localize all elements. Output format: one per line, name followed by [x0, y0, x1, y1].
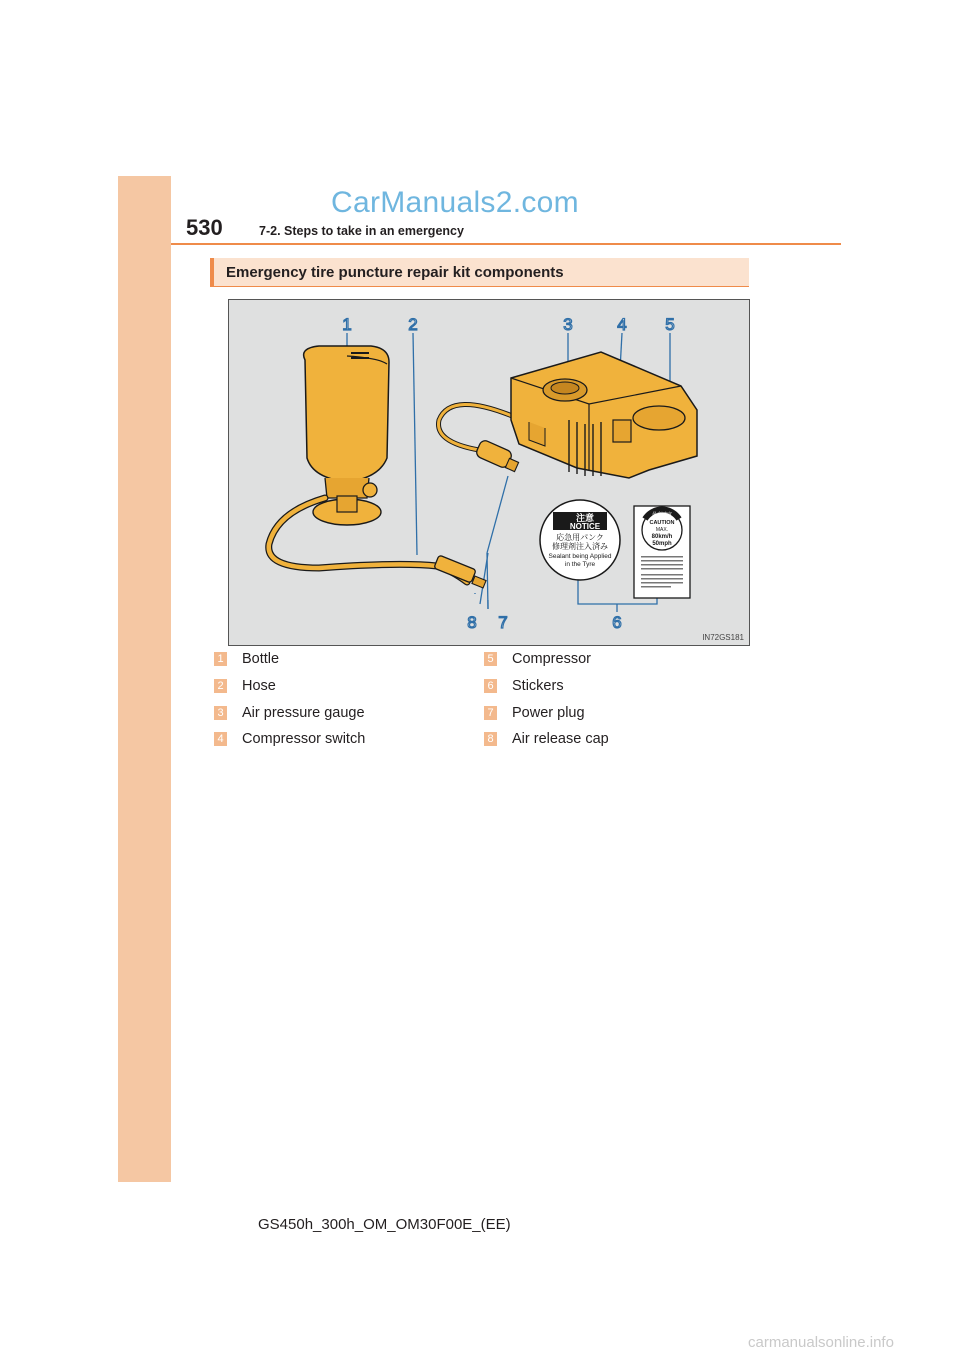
notice-sticker-en-line2: in the Tyre — [564, 561, 596, 568]
legend-label-air-release-cap: Air release cap — [512, 731, 609, 747]
bottom-watermark: carmanualsonline.info — [748, 1334, 894, 1351]
notice-sticker-en-line1: Sealant being Applied — [548, 553, 612, 560]
figure-code: IN72GS181 — [702, 633, 744, 642]
legend-label-compressor: Compressor — [512, 651, 591, 667]
legend-label-bottle: Bottle — [242, 651, 280, 667]
callout-4: 4 — [617, 315, 627, 334]
callout-6: 6 — [612, 613, 622, 632]
legend-badge-8: 8 — [484, 732, 497, 746]
callout-5: 5 — [665, 315, 675, 334]
header-rule — [171, 243, 841, 245]
leader-line-2 — [413, 333, 417, 555]
notice-sticker — [540, 500, 620, 580]
notice-sticker-jp-title: 注意 — [575, 513, 595, 523]
legend-badge-1: 1 — [214, 652, 227, 666]
caution-sticker-jp-title: 最高速度 — [651, 512, 673, 518]
legend-label-power-plug: Power plug — [512, 705, 585, 721]
caution-sticker — [634, 506, 690, 598]
callout-8: 8 — [467, 613, 477, 632]
legend-label-air-pressure-gauge: Air pressure gauge — [242, 705, 365, 721]
callout-3: 3 — [563, 315, 573, 334]
legend-label-hose: Hose — [242, 678, 276, 694]
caution-sticker-max: MAX. — [655, 527, 669, 533]
legend-badge-2: 2 — [214, 679, 227, 693]
legend-badge-6: 6 — [484, 679, 497, 693]
notice-sticker-title: NOTICE — [569, 522, 601, 531]
legend-label-compressor-switch: Compressor switch — [242, 731, 366, 747]
notice-sticker-jp-line1: 応急用パンク — [556, 533, 604, 542]
legend-badge-5: 5 — [484, 652, 497, 666]
side-color-strip — [118, 176, 171, 1182]
subsection-heading-bar — [210, 258, 749, 287]
legend-label-stickers: Stickers — [512, 678, 564, 694]
legend-badge-3: 3 — [214, 706, 227, 720]
callout-7: 7 — [498, 613, 508, 632]
callout-1: 1 — [342, 315, 352, 334]
legend-badge-7: 7 — [484, 706, 497, 720]
section-title: 7-2. Steps to take in an emergency — [259, 224, 464, 238]
page-number: 530 — [186, 215, 223, 240]
top-watermark: CarManuals2.com — [331, 186, 579, 219]
power-cord-shape — [439, 404, 519, 471]
legend-badge-4: 4 — [214, 732, 227, 746]
callout-2: 2 — [408, 315, 418, 334]
footer-document-code: GS450h_300h_OM_OM30F00E_(EE) — [258, 1216, 511, 1233]
caution-sticker-kmh: 80km/h — [651, 534, 673, 540]
subsection-title: Emergency tire puncture repair kit components — [226, 264, 564, 281]
notice-sticker-jp-line2: 修理剤注入済み — [552, 542, 608, 551]
kit-drawing — [229, 300, 751, 647]
repair-kit-illustration — [228, 299, 750, 646]
caution-sticker-title: CAUTION — [649, 520, 675, 526]
compressor-shape — [511, 352, 697, 478]
parts-legend — [214, 651, 734, 761]
caution-sticker-mph: 50mph — [652, 541, 672, 547]
